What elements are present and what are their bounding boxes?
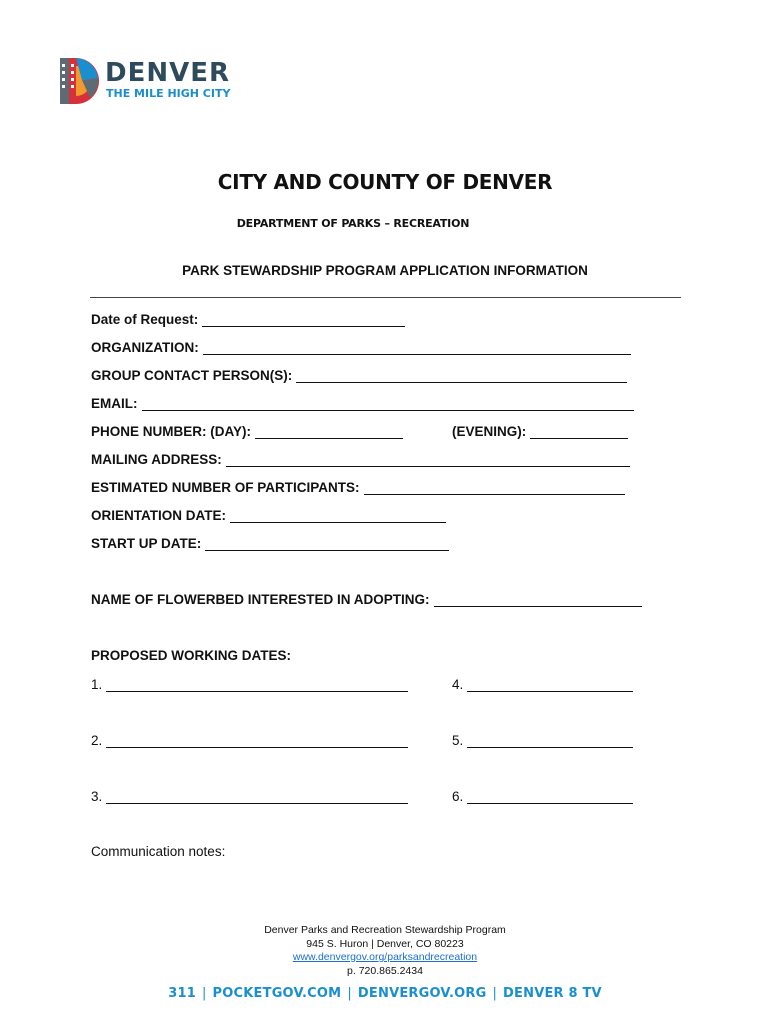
phone-day-input[interactable] [255, 424, 403, 439]
start-up-date-input[interactable] [205, 536, 449, 551]
footer-denvergov[interactable]: DENVERGOV.ORG [357, 986, 487, 1001]
flowerbed-label: NAME OF FLOWERBED INTERESTED IN ADOPTING: [91, 592, 430, 607]
email-row [91, 393, 634, 411]
proposed-dates-label: PROPOSED WORKING DATES: [91, 648, 292, 663]
communication-notes-label: Communication notes: [91, 844, 226, 859]
organization-row [91, 337, 631, 355]
date-3-input[interactable] [106, 789, 408, 804]
proposed-dates-heading [91, 645, 295, 663]
proposed-date-1 [91, 674, 408, 692]
proposed-date-5 [452, 730, 633, 748]
participants-row [91, 477, 625, 495]
date-of-request-row [91, 309, 405, 327]
logo-tagline: THE MILE HIGH CITY [106, 87, 231, 100]
date-1-input[interactable] [106, 677, 408, 692]
document-title: CITY AND COUNTY OF DENVER [217, 170, 553, 194]
contact-persons-label: GROUP CONTACT PERSON(S): [91, 368, 293, 383]
phone-evening-label: (EVENING): [452, 424, 527, 439]
orientation-date-row [91, 505, 446, 523]
proposed-date-4 [452, 674, 633, 692]
date-item-label: 4. [452, 677, 464, 692]
footer-pocketgov[interactable]: POCKETGOV.COM [212, 986, 342, 1001]
start-up-date-row [91, 533, 449, 551]
separator: | [347, 986, 352, 1001]
communication-notes-row [91, 841, 229, 859]
phone-day-row [91, 421, 403, 439]
date-item-label: 5. [452, 733, 464, 748]
phone-day-label: PHONE NUMBER: (DAY): [91, 424, 252, 439]
proposed-date-2 [91, 730, 408, 748]
mailing-address-label: MAILING ADDRESS: [91, 452, 222, 467]
footer-bar [0, 986, 770, 1001]
separator: | [201, 986, 207, 1001]
footer-contact [0, 924, 770, 978]
flowerbed-input[interactable] [434, 592, 642, 607]
flowerbed-row [91, 589, 642, 607]
date-of-request-label: Date of Request: [91, 312, 199, 327]
phone-evening-row [452, 421, 628, 439]
department-label: DEPARTMENT OF PARKS – RECREATION [236, 217, 470, 230]
phone-evening-input[interactable] [530, 424, 628, 439]
communication-notes-area[interactable] [91, 862, 635, 912]
mailing-address-input[interactable] [226, 452, 630, 467]
email-label: EMAIL: [91, 396, 138, 411]
participants-label: ESTIMATED NUMBER OF PARTICIPANTS: [91, 480, 360, 495]
footer-website-link[interactable]: www.denvergov.org/parksandrecreation [292, 951, 478, 963]
date-6-input[interactable] [467, 789, 633, 804]
separator: | [492, 986, 498, 1001]
date-item-label: 6. [452, 789, 464, 804]
form-heading: PARK STEWARDSHIP PROGRAM APPLICATION INFORMATION [182, 263, 588, 278]
date-item-label: 3. [91, 789, 103, 804]
date-item-label: 1. [91, 677, 103, 692]
date-of-request-input[interactable] [202, 312, 405, 327]
footer-program: Denver Parks and Recreation Stewardship Program [264, 924, 506, 936]
department-name [0, 217, 770, 230]
denver-logo [60, 58, 230, 104]
footer-address: 945 S. Huron | Denver, CO 80223 [306, 937, 464, 950]
date-item-label: 2. [91, 733, 103, 748]
participants-input[interactable] [364, 480, 625, 495]
mailing-address-row [91, 449, 630, 467]
proposed-date-3 [91, 786, 408, 804]
date-2-input[interactable] [106, 733, 408, 748]
email-input[interactable] [142, 396, 634, 411]
orientation-date-label: ORIENTATION DATE: [91, 508, 226, 523]
contact-persons-row [91, 365, 627, 383]
denver-d-logo-icon [60, 58, 100, 104]
date-5-input[interactable] [467, 733, 633, 748]
organization-input[interactable] [203, 340, 631, 355]
footer-311[interactable]: 311 [168, 986, 196, 1001]
start-up-date-label: START UP DATE: [91, 536, 202, 551]
date-4-input[interactable] [467, 677, 633, 692]
footer-phone: p. 720.865.2434 [347, 964, 423, 977]
logo-wordmark: DENVER [105, 58, 231, 88]
proposed-date-6 [452, 786, 633, 804]
contact-persons-input[interactable] [296, 368, 627, 383]
footer-denver8tv[interactable]: DENVER 8 TV [503, 986, 602, 1001]
orientation-date-input[interactable] [230, 508, 446, 523]
organization-label: ORGANIZATION: [91, 340, 199, 355]
heading-divider [90, 297, 681, 298]
